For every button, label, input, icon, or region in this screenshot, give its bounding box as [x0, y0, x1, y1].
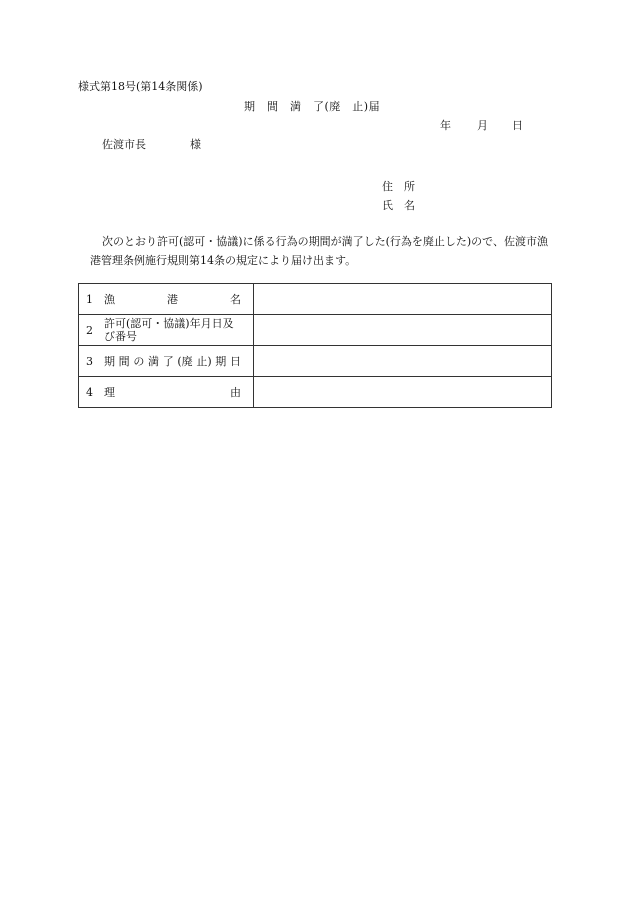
row-label-text — [104, 387, 241, 398]
addressee-name: 佐渡市長 — [102, 138, 146, 151]
document-title: 期 間 満 了(廃 止)届 — [244, 100, 381, 113]
label-char: 止) — [196, 354, 212, 368]
date-line — [440, 120, 523, 131]
table-row — [79, 377, 552, 408]
label-char: 港 — [167, 292, 178, 306]
detail-table — [78, 283, 552, 408]
row-label-text — [104, 317, 241, 343]
label-char: 漁 — [104, 292, 115, 306]
row-number: 1 — [86, 292, 93, 306]
label-char: 了 — [162, 354, 174, 368]
fishing-port-name-field[interactable] — [254, 284, 552, 315]
expiry-date-field[interactable] — [254, 346, 552, 377]
date-day-label: 日 — [512, 119, 523, 132]
label-char: 名 — [230, 292, 241, 306]
table-row — [79, 346, 552, 377]
body-text: 次のとおり許可(認可・協議)に係る行為の期間が満了した(行為を廃止した)ので、佐渡市漁港管理条例施行規則第14条の規定により届け出ます。 — [90, 235, 548, 267]
row-number: 4 — [86, 385, 93, 399]
label-line: び番号 — [104, 330, 137, 343]
addressee — [102, 139, 201, 150]
label-char: 間 — [118, 354, 130, 368]
row-label — [79, 315, 254, 346]
row-label-text — [104, 294, 241, 305]
applicant-block — [382, 177, 415, 215]
label-char: 日 — [229, 354, 241, 368]
table-row — [79, 315, 552, 346]
name-label: 氏 名 — [382, 199, 415, 212]
row-label — [79, 377, 254, 408]
label-char: 期 — [104, 354, 115, 368]
label-char: 由 — [230, 385, 241, 399]
row-label — [79, 346, 254, 377]
row-number: 3 — [86, 354, 93, 368]
label-char: 理 — [104, 385, 115, 399]
date-month-label: 月 — [477, 119, 488, 132]
row-number: 2 — [86, 323, 93, 337]
label-char: の — [133, 354, 145, 368]
addressee-honorific: 様 — [190, 138, 201, 151]
row-label — [79, 284, 254, 315]
label-line: 許可(認可・協議)年月日及 — [104, 317, 234, 330]
label-char: 期 — [215, 354, 227, 368]
label-char: 満 — [148, 354, 160, 368]
permit-date-number-field[interactable] — [254, 315, 552, 346]
label-char: (廃 — [177, 354, 193, 368]
date-year-label: 年 — [440, 119, 451, 132]
row-label-text — [104, 356, 241, 367]
table-row — [79, 284, 552, 315]
reason-field[interactable] — [254, 377, 552, 408]
address-label: 住 所 — [382, 180, 415, 193]
form-number: 様式第18号(第14条関係) — [78, 80, 203, 93]
